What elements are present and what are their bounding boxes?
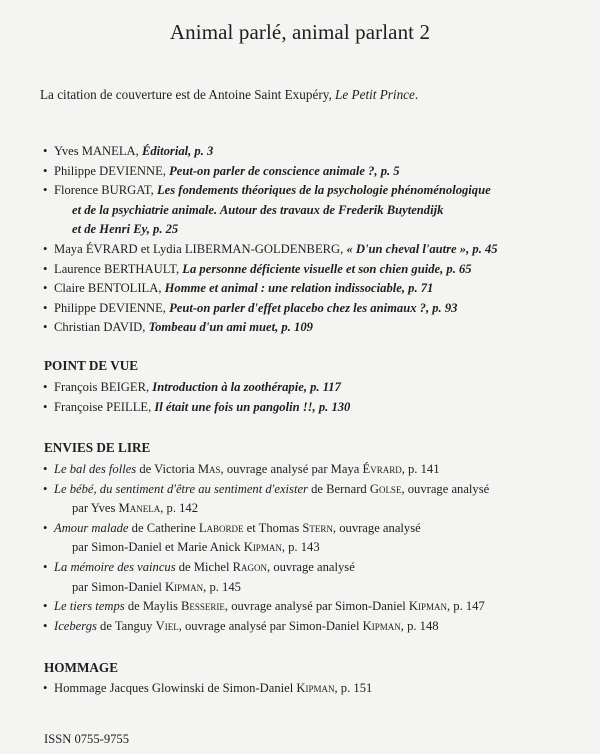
text-segment: Mas	[197, 462, 221, 476]
citation-work: Le Petit Prince	[335, 87, 415, 102]
book-title: Le bal des folles	[54, 462, 137, 476]
book-title: Le tiers temps	[54, 599, 125, 614]
book-title: La mémoire des vaincus	[54, 559, 176, 574]
point-de-vue-list	[44, 378, 584, 417]
articles-list	[44, 142, 584, 338]
article-title: Les fondements théoriques de la psychologie phénoménologique	[156, 183, 491, 198]
text-segment: par Yves	[72, 501, 119, 516]
article-title: Introduction à la zoothérapie	[152, 380, 304, 394]
text-segment: , ouvrage analysé par Maya	[220, 462, 363, 476]
article-page: , p. 117	[303, 380, 341, 394]
article-page: , p. 5	[374, 163, 400, 178]
article-author: Laurence BERTHAULT,	[54, 261, 183, 276]
article-page: , p. 3	[188, 144, 214, 158]
article-author: Florence BURGAT,	[54, 183, 157, 198]
text-segment: et Thomas	[243, 520, 303, 535]
text-segment: , p. 147	[446, 599, 485, 614]
text-segment: Kipman	[243, 540, 282, 555]
text-segment: , p. 141	[401, 462, 440, 476]
text-segment: , ouvrage analysé par Simon-Daniel	[224, 599, 409, 614]
article-page: , p. 25	[146, 222, 179, 237]
text-segment: Kipman	[165, 579, 204, 594]
list-item	[44, 519, 584, 558]
list-item	[44, 597, 584, 617]
article-title: Homme et animal : une relation indissociable	[164, 281, 402, 296]
list-item	[44, 558, 584, 597]
list-item	[44, 181, 584, 240]
article-author: Philippe DEVIENNE,	[54, 300, 170, 315]
article-title-line2: et de la psychiatrie animale. Autour des travaux de Frederik Buytendijk	[72, 202, 444, 217]
book-title: Icebergs	[54, 618, 97, 633]
text-segment: Laborde	[198, 520, 244, 535]
text-segment: Kipman	[362, 618, 401, 633]
text-segment: Manela	[118, 501, 161, 516]
list-item	[44, 318, 584, 338]
text-segment: par Simon-Daniel	[72, 579, 166, 594]
article-author: Yves MANELA,	[54, 144, 142, 158]
section-heading-point-de-vue: POINT DE VUE	[44, 358, 139, 373]
text-segment: , p. 142	[160, 501, 199, 516]
section-heading-envies-de-lire: ENVIES DE LIRE	[44, 440, 151, 455]
article-author: François BEIGER,	[54, 380, 153, 394]
cover-citation	[40, 87, 418, 103]
article-page: , p. 130	[312, 399, 351, 414]
text-segment: , p. 148	[400, 618, 439, 633]
article-author: Claire BENTOLILA,	[54, 281, 165, 296]
text-segment: Kipman	[296, 681, 335, 695]
article-title: Tombeau d'un ami muet	[148, 320, 276, 335]
text-segment: de Victoria	[136, 462, 198, 476]
article-title-line3: et de Henri Ey	[72, 222, 147, 237]
envies-list	[44, 460, 584, 636]
article-page: , p. 45	[466, 241, 498, 256]
text-segment: , ouvrage analysé	[332, 520, 421, 535]
text-segment: de Tanguy	[96, 618, 156, 633]
text-segment: par Simon-Daniel et Marie Anick	[72, 540, 244, 555]
text-segment: Besserie	[181, 599, 225, 614]
book-title: Amour malade	[54, 520, 129, 535]
text-segment: Golse	[369, 481, 402, 496]
list-item	[44, 679, 584, 699]
text-segment: Kipman	[408, 599, 447, 614]
text-segment: , ouvrage analysé	[267, 559, 355, 574]
list-item	[44, 480, 584, 519]
list-item	[44, 617, 584, 637]
article-page: , p. 109	[275, 320, 313, 335]
article-title: Éditorial	[141, 144, 189, 158]
issn: ISSN 0755-9755	[44, 732, 130, 746]
article-title: Il était une fois un pangolin !!	[154, 399, 313, 414]
text-segment: de Bernard	[307, 481, 370, 496]
text-segment: de Catherine	[128, 520, 199, 535]
article-title: Peut-on parler de conscience animale ?	[169, 163, 375, 178]
text-segment: de Maylis	[124, 599, 181, 614]
citation-suffix: .	[414, 87, 419, 102]
list-item	[44, 162, 584, 182]
page-title: Animal parlé, animal parlant 2	[169, 20, 431, 44]
text-segment: , p. 145	[203, 579, 241, 594]
text-segment: Ragon	[232, 559, 268, 574]
article-author: Christian DAVID,	[54, 320, 149, 335]
text-segment: , ouvrage analysé	[401, 481, 490, 496]
text-segment: Stern	[302, 520, 333, 535]
citation-prefix: La citation de couverture est de Antoine Saint Exupéry,	[40, 87, 336, 102]
list-item	[44, 142, 584, 162]
text-segment: Viel	[155, 618, 179, 633]
list-item	[44, 378, 584, 398]
article-title: Peut-on parler d'effet placebo chez les animaux ?	[169, 300, 426, 315]
article-title: « D'un cheval l'autre »	[346, 241, 467, 256]
text-segment: , p. 151	[334, 681, 373, 695]
article-author: Maya ÉVRARD et Lydia LIBERMAN-GOLDENBERG,	[54, 241, 347, 256]
text-segment: Évrard	[362, 462, 402, 476]
list-item	[44, 240, 584, 260]
hommage-list	[44, 679, 584, 699]
text-segment: de Michel	[175, 559, 233, 574]
article-title: La personne déficiente visuelle et son chien guide	[182, 261, 441, 276]
article-author: Françoise PEILLE,	[54, 399, 155, 414]
list-item	[44, 398, 584, 418]
article-page: , p. 71	[401, 281, 434, 296]
list-item	[44, 279, 584, 299]
article-page: , p. 93	[425, 300, 458, 315]
list-item	[44, 260, 584, 280]
text-segment: , ouvrage analysé par Simon-Daniel	[178, 618, 363, 633]
article-author: Philippe DEVIENNE,	[54, 163, 170, 178]
text-segment: Hommage Jacques Glowinski de Simon-Daniel	[54, 681, 297, 695]
list-item	[44, 460, 584, 480]
list-item	[44, 299, 584, 319]
text-segment: , p. 143	[281, 540, 320, 555]
section-heading-hommage: HOMMAGE	[44, 660, 118, 675]
article-page: , p. 65	[440, 261, 472, 276]
book-title: Le bébé, du sentiment d'être au sentiment d'exister	[54, 481, 308, 496]
